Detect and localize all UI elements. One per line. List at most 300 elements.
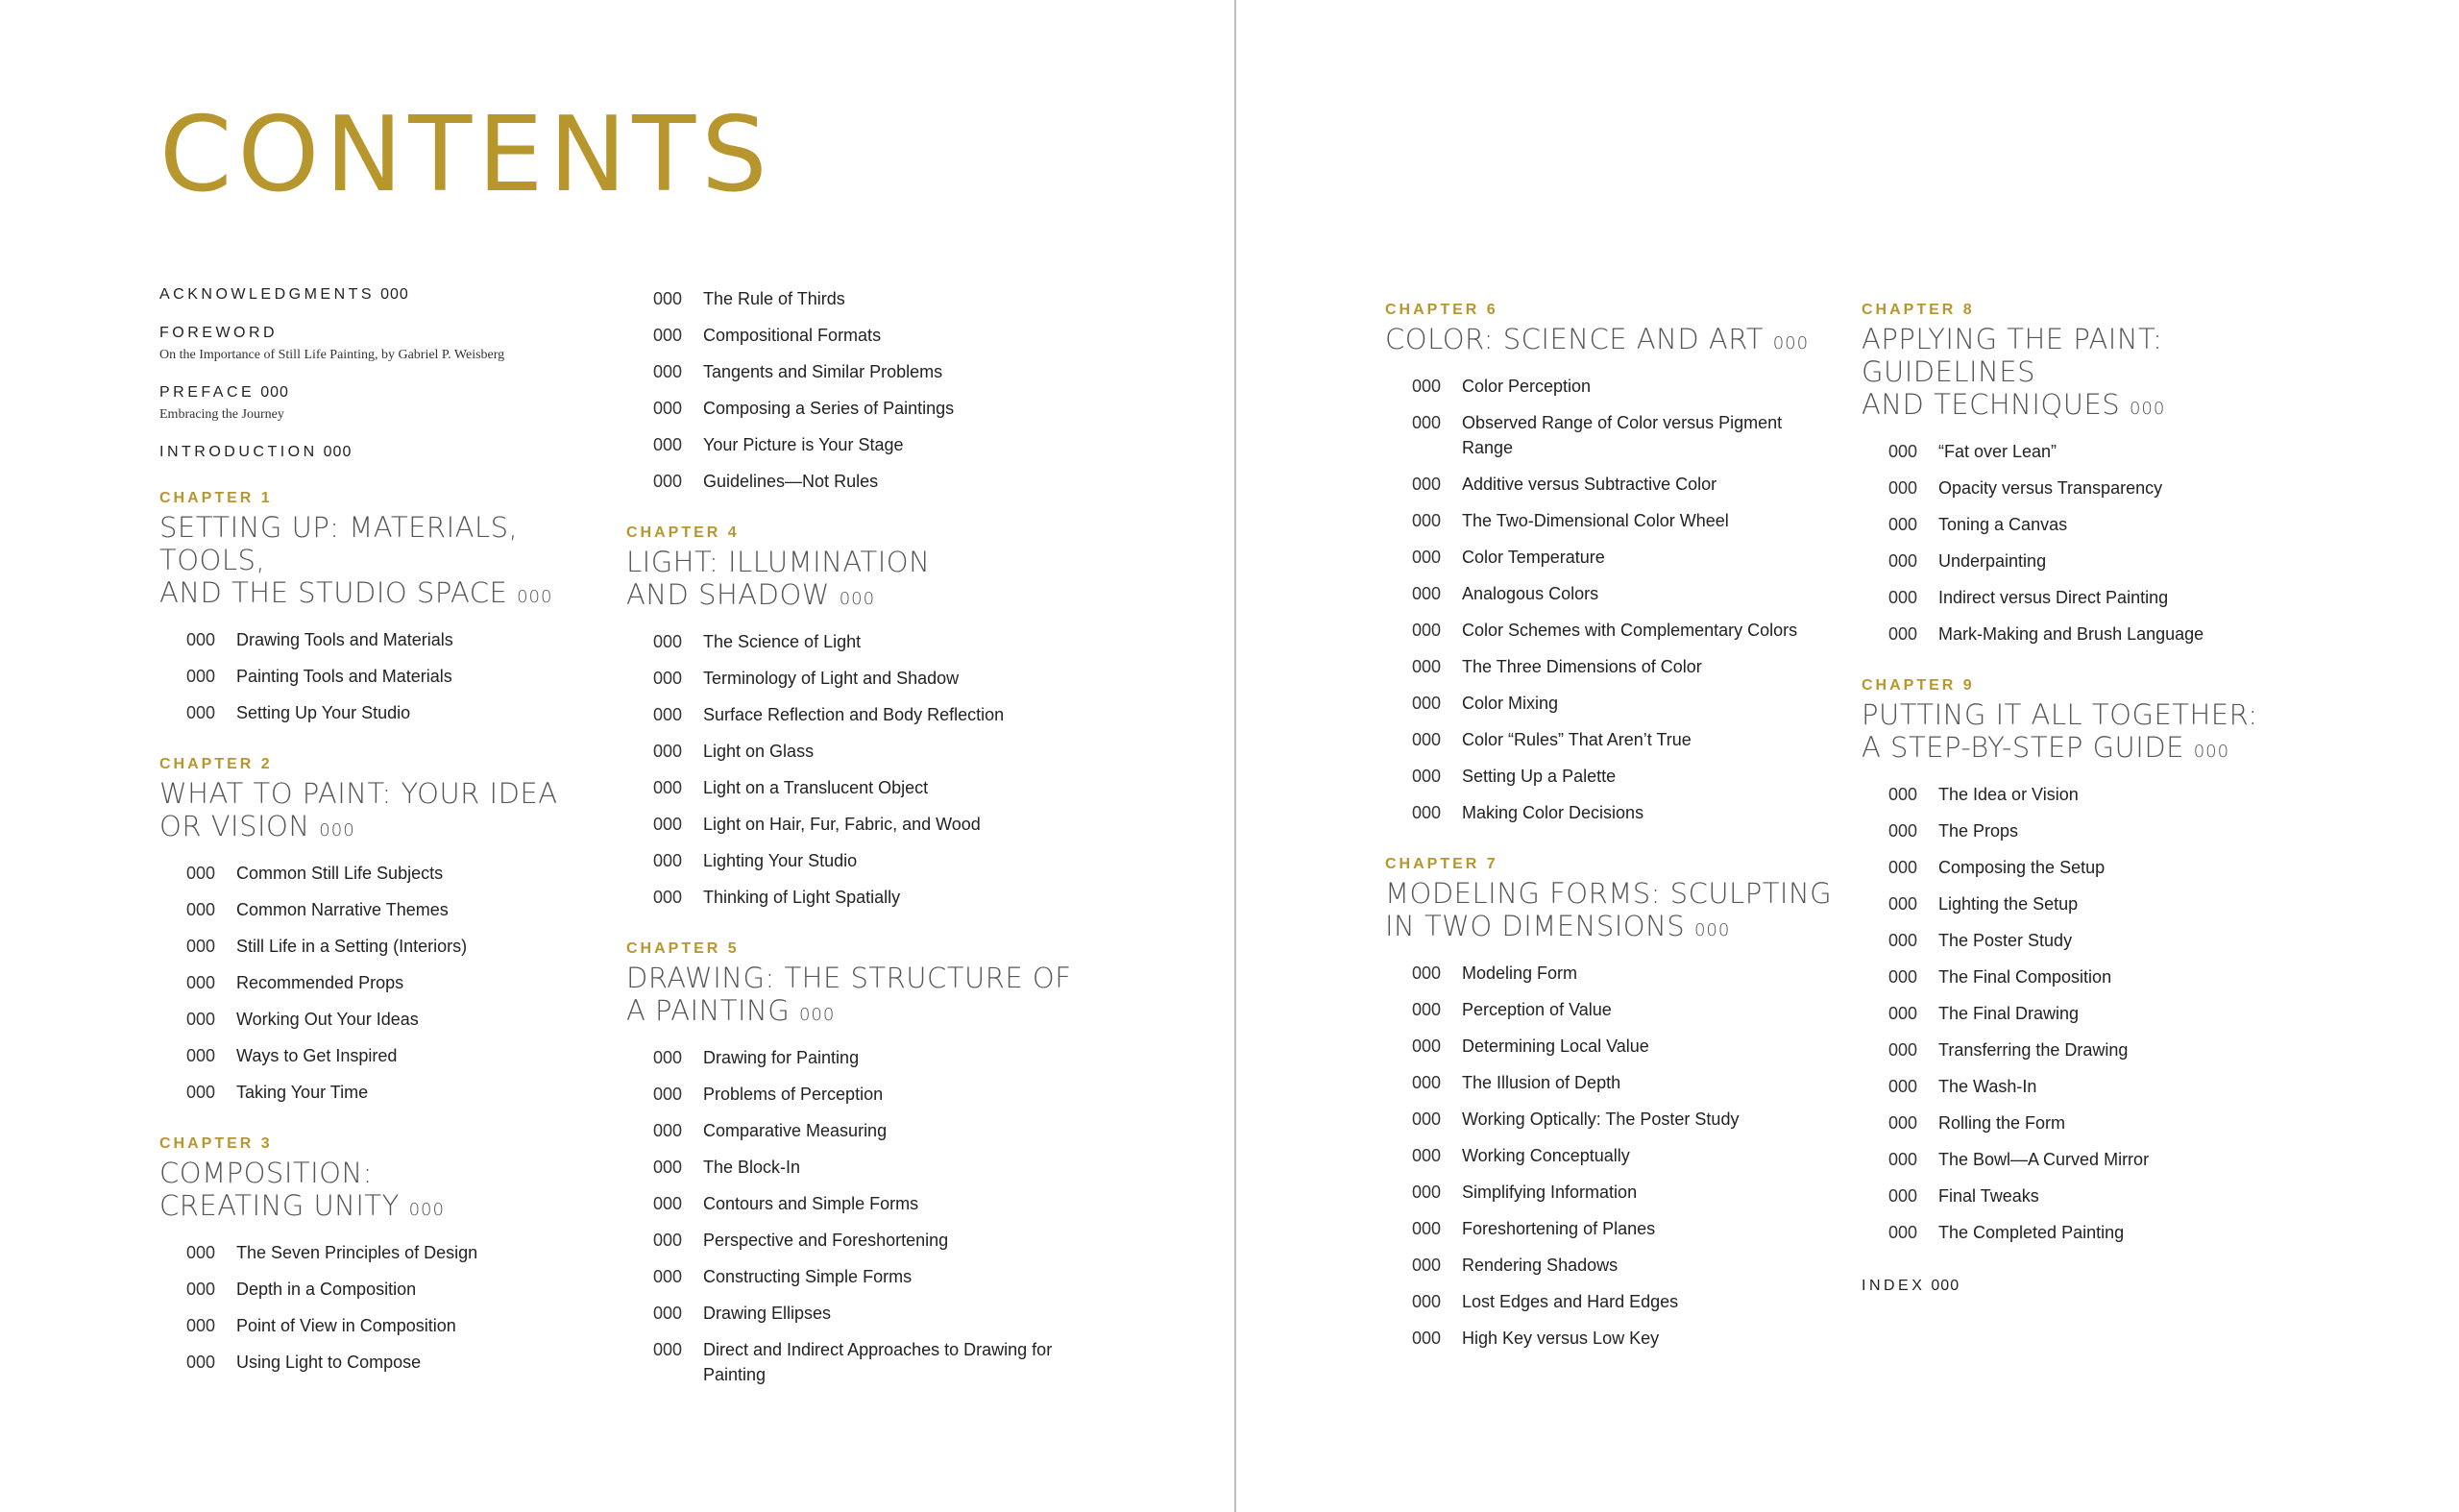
toc-entry[interactable] [626,1258,1078,1295]
page-number: 000 [1412,548,1442,567]
entry-title: Additive versus Subtractive Color [1462,475,1717,494]
toc-entry[interactable] [626,1039,1078,1076]
toc-entry[interactable] [1385,1028,1837,1064]
toc-entry[interactable] [626,1331,1078,1393]
chapter-6 [1385,302,1837,831]
chapter-9 [1862,677,2313,1251]
chapter-label: CHAPTER 2 [159,756,273,772]
toc-entry[interactable] [1862,922,2313,959]
toc-entry[interactable] [626,286,1078,317]
entry-title: The Illusion of Depth [1462,1073,1621,1092]
page-number: 000 [186,900,216,919]
chapter-title-line: A PAINTING [626,994,791,1027]
toc-entry[interactable] [159,928,611,964]
entry-title: Making Color Decisions [1462,803,1644,822]
chapter-title-line: COLOR: SCIENCE AND ART [1385,323,1764,355]
toc-entry[interactable] [626,390,1078,427]
entry-title: Contours and Simple Forms [703,1194,919,1213]
entry-title: The Final Composition [1938,967,2112,987]
toc-entry[interactable] [159,1037,611,1074]
toc-entry[interactable] [1862,886,2313,922]
page-number: 000 [186,1280,216,1299]
entry-title: Color Perception [1462,377,1592,396]
toc-entry[interactable] [1385,721,1837,758]
entry-title: Painting Tools and Materials [236,667,452,686]
entry-title: Light on a Translucent Object [703,778,929,797]
page-number: 000 [1888,1186,1918,1206]
entry-title: Color “Rules” That Aren’t True [1462,730,1692,749]
page-number: 000 [839,589,876,609]
page-number: 000 [1888,1223,1918,1242]
page-number: 000 [1412,1329,1442,1348]
page-number: 000 [653,1158,683,1177]
toc-entry[interactable] [1862,470,2313,506]
page-title: CONTENTS [159,95,773,215]
chapter-title-line: PUTTING IT ALL TOGETHER: [1862,698,2258,731]
chapter-label: CHAPTER 9 [1862,677,1975,694]
toc-entry[interactable] [1385,1247,1837,1283]
front-matter-label [159,286,611,304]
toc-entry[interactable] [1385,685,1837,721]
page-number: 000 [1412,1036,1442,1056]
front-matter-label [159,325,611,342]
toc-entry[interactable] [626,806,1078,842]
toc-entry[interactable] [626,427,1078,463]
page-number: 000 [1412,1000,1442,1019]
entry-title: Common Narrative Themes [236,900,449,919]
page-number: 000 [1888,1077,1918,1096]
entry-title: Setting Up a Palette [1462,767,1617,786]
toc-entry[interactable] [1385,466,1837,502]
page-number: 000 [1412,730,1442,749]
toc-entry[interactable] [159,695,611,731]
chapter-title[interactable] [1862,698,2313,768]
toc-entry[interactable] [626,317,1078,354]
toc-entry[interactable] [1385,758,1837,794]
entry-title: Determining Local Value [1462,1036,1649,1056]
page-number: 000 [1412,413,1442,432]
page-number: 000 [1412,657,1442,676]
index-label: INDEX [1862,1278,1926,1294]
page-number: 000 [2193,742,2230,762]
page-number: 000 [1888,1004,1918,1023]
chapter-title-line: COMPOSITION: [159,1157,373,1189]
page-number: 000 [1888,588,1918,607]
toc-entry[interactable] [626,769,1078,806]
page-number: 000 [653,632,683,651]
toc-entry[interactable] [159,1074,611,1110]
page-number: 000 [323,444,353,460]
toc-entry[interactable] [626,1149,1078,1185]
toc-column-3 [1385,302,1837,1356]
front-matter-acknowledgments[interactable] [159,286,611,304]
page-number: 000 [653,1304,683,1323]
toc-entry[interactable] [1385,539,1837,575]
page-number: 000 [1888,1113,1918,1133]
entry-title: Color Schemes with Complementary Colors [1462,621,1798,640]
toc-entry[interactable] [1385,1137,1837,1174]
page-number: 000 [653,742,683,761]
chapter-7 [1385,856,1837,1356]
entry-title: Compositional Formats [703,326,882,345]
page-number: 000 [186,864,216,883]
page-number: 000 [1888,442,1918,461]
toc-entry[interactable] [1385,955,1837,991]
page-number: 000 [1412,767,1442,786]
entry-title: Working Conceptually [1462,1146,1630,1165]
page-number: 000 [1412,511,1442,530]
page-number: 000 [186,630,216,649]
chapter-5 [626,940,1078,1393]
front-matter-introduction[interactable] [159,444,611,461]
page-number: 000 [653,289,683,308]
entry-title: Setting Up Your Studio [236,703,411,722]
page-number: 000 [1888,967,1918,987]
toc-entry[interactable] [1862,1068,2313,1105]
chapter-title[interactable] [1385,877,1837,947]
page-number: 000 [186,1353,216,1372]
front-matter-label [159,384,611,402]
chapter-title-line: CREATING UNITY [159,1189,400,1222]
page-number: 000 [653,1340,683,1359]
page-number: 000 [653,888,683,907]
entry-title: The Two-Dimensional Color Wheel [1462,511,1729,530]
chapter-title[interactable] [159,777,611,847]
toc-entry[interactable] [626,1222,1078,1258]
page-number: 000 [653,472,683,491]
entry-title: Analogous Colors [1462,584,1599,603]
toc-entry[interactable] [1385,1064,1837,1101]
page-number: 000 [653,1267,683,1286]
front-matter-title: PREFACE [159,384,256,401]
toc-entry[interactable] [626,354,1078,390]
toc-entry[interactable] [1862,506,2313,543]
entry-title: Toning a Canvas [1938,515,2068,534]
page-number: 000 [186,703,216,722]
chapter-title-line: MODELING FORMS: SCULPTING [1385,877,1833,910]
toc-entry[interactable] [626,623,1078,660]
page-number: 000 [1888,821,1918,841]
entry-title: The Three Dimensions of Color [1462,657,1702,676]
page-number: 000 [380,286,409,303]
index-entry[interactable] [1862,1278,2313,1295]
entry-title: The Props [1938,821,2019,841]
entry-title: Perception of Value [1462,1000,1612,1019]
page-number: 000 [186,1316,216,1335]
chapter-title-line: APPLYING THE PAINT: GUIDELINES [1862,323,2163,388]
entry-title: Tangents and Similar Problems [703,362,943,381]
page-number: 000 [1888,515,1918,534]
entry-title: High Key versus Low Key [1462,1329,1660,1348]
page-number: 000 [2129,399,2166,419]
entry-title: Terminology of Light and Shadow [703,669,960,688]
toc-entry[interactable] [1862,543,2313,579]
front-matter-subtitle: On the Importance of Still Life Painting, by Gabriel P. Weisberg [159,348,505,362]
toc-entry[interactable] [1862,1141,2313,1178]
page-number: 000 [653,1048,683,1067]
entry-title: Still Life in a Setting (Interiors) [236,937,468,956]
toc-entry[interactable] [626,463,1078,500]
toc-entry[interactable] [1385,404,1837,466]
toc-entry[interactable] [1862,1105,2313,1141]
toc-entry[interactable] [1862,579,2313,616]
toc-entry[interactable] [1385,1174,1837,1210]
entry-title: Guidelines—Not Rules [703,472,879,491]
page-spine-divider [1234,0,1236,1512]
entry-title: The Rule of Thirds [703,289,845,308]
page-number: 000 [653,326,683,345]
entry-title: Light on Hair, Fur, Fabric, and Wood [703,815,981,834]
page-number: 000 [186,1083,216,1102]
entry-title: Thinking of Light Spatially [703,888,901,907]
entry-title: Final Tweaks [1938,1186,2039,1206]
page-number: 000 [653,705,683,724]
toc-entry[interactable] [159,1307,611,1344]
entry-title: Light on Glass [703,742,815,761]
chapter-1 [159,490,611,731]
entry-title: The Block-In [703,1158,801,1177]
entry-title: Recommended Props [236,973,404,992]
page-number: 000 [186,1046,216,1065]
entry-title: The Completed Painting [1938,1223,2125,1242]
entry-title: Composing a Series of Paintings [703,399,955,418]
page-number: 000 [653,815,683,834]
page-number: 000 [1772,333,1810,354]
toc-entry[interactable] [1862,433,2313,470]
toc-entry[interactable] [1862,813,2313,849]
chapter-title-line: AND SHADOW [626,578,830,611]
entry-title: Lighting the Setup [1938,894,2079,914]
entry-title: Color Temperature [1462,548,1605,567]
toc-entry[interactable] [1862,616,2313,652]
entry-title: Working Optically: The Poster Study [1462,1110,1740,1129]
page-number: 000 [1888,858,1918,877]
chapter-title[interactable] [159,511,611,614]
chapter-title-line: A STEP-BY-STEP GUIDE [1862,731,2184,764]
toc-entry[interactable] [1862,1178,2313,1214]
page-number: 000 [1412,1256,1442,1275]
entry-title: Lighting Your Studio [703,851,858,870]
page-number: 000 [1888,1150,1918,1169]
toc-entry[interactable] [1385,794,1837,831]
page-number: 000 [260,384,289,401]
toc-entry[interactable] [159,855,611,891]
entry-title: Ways to Get Inspired [236,1046,398,1065]
toc-entry[interactable] [1862,959,2313,995]
entry-title: Comparative Measuring [703,1121,888,1140]
chapter-title[interactable] [626,546,1078,616]
toc-entry[interactable] [1385,648,1837,685]
toc-entry[interactable] [1385,991,1837,1028]
chapter-title-line: OR VISION [159,810,310,842]
toc-entry[interactable] [159,1344,611,1380]
entry-title: Using Light to Compose [236,1353,422,1372]
chapter-title[interactable] [626,962,1078,1032]
toc-entry[interactable] [626,1112,1078,1149]
toc-entry[interactable] [1385,1320,1837,1356]
toc-entry[interactable] [626,842,1078,879]
page-number: 000 [1412,1292,1442,1311]
page-number: 000 [653,362,683,381]
chapter-4 [626,524,1078,915]
toc-entry[interactable] [159,622,611,658]
toc-entry[interactable] [159,658,611,695]
chapter-title-line: IN TWO DIMENSIONS [1385,910,1686,942]
chapter-title[interactable] [1862,323,2313,426]
page-number: 000 [186,1010,216,1029]
entry-title: Constructing Simple Forms [703,1267,913,1286]
page-number: 000 [186,1243,216,1262]
page-number: 000 [1412,377,1442,396]
toc-entry[interactable] [1862,995,2313,1032]
toc-entry[interactable] [1862,849,2313,886]
entry-title: Working Out Your Ideas [236,1010,419,1029]
page-number: 000 [1888,551,1918,571]
chapter-label: CHAPTER 8 [1862,302,1975,318]
toc-entry[interactable] [626,733,1078,769]
entry-title: Modeling Form [1462,963,1578,983]
page-number: 000 [1412,1146,1442,1165]
toc-column-1 [159,286,611,1380]
toc-entry[interactable] [626,1185,1078,1222]
page-number: 000 [1412,1073,1442,1092]
page-number: 000 [653,669,683,688]
entry-title: Rendering Shadows [1462,1256,1619,1275]
entry-title: The Idea or Vision [1938,785,2079,804]
front-matter-preface[interactable] [159,384,611,423]
toc-entry[interactable] [626,879,1078,915]
front-matter-foreword[interactable] [159,325,611,363]
toc-column-4 [1862,302,2313,1295]
entry-title: Problems of Perception [703,1085,884,1104]
toc-entry[interactable] [159,1001,611,1037]
page-number: 000 [653,851,683,870]
chapter-title[interactable] [1385,323,1837,360]
entry-title: Common Still Life Subjects [236,864,444,883]
front-matter-title: INTRODUCTION [159,444,318,460]
toc-entry[interactable] [159,964,611,1001]
toc-entry[interactable] [1385,1210,1837,1247]
page-number: 000 [1888,894,1918,914]
chapter-label: CHAPTER 7 [1385,856,1498,872]
page-number: 000 [1888,624,1918,644]
entry-title: Transferring the Drawing [1938,1040,2129,1060]
entry-title: The Science of Light [703,632,862,651]
page-number: 000 [1412,963,1442,983]
page-number: 000 [1412,621,1442,640]
entry-title: Drawing Tools and Materials [236,630,453,649]
toc-entry[interactable] [159,1271,611,1307]
entry-title: Direct and Indirect Approaches to Drawing for Painting [703,1340,1053,1384]
chapter-label: CHAPTER 3 [159,1135,273,1152]
entry-title: Point of View in Composition [236,1316,456,1335]
page-number: 000 [186,667,216,686]
page-number: 000 [1888,785,1918,804]
entry-title: Taking Your Time [236,1083,369,1102]
chapter-label: CHAPTER 4 [626,524,740,541]
entry-title: Lost Edges and Hard Edges [1462,1292,1679,1311]
entry-title: Drawing Ellipses [703,1304,832,1323]
page-number: 000 [653,1231,683,1250]
entry-title: Composing the Setup [1938,858,2106,877]
entry-title: Color Mixing [1462,694,1559,713]
toc-entry[interactable] [1385,1101,1837,1137]
toc-entry[interactable] [1385,612,1837,648]
page-number: 000 [653,435,683,454]
chapter-label: CHAPTER 6 [1385,302,1498,318]
entry-title: Rolling the Form [1938,1113,2066,1133]
page-number: 000 [1412,1219,1442,1238]
entry-title: Simplifying Information [1462,1183,1638,1202]
page-number: 000 [798,1005,836,1025]
page-number: 000 [517,587,553,607]
page-number: 000 [1412,1183,1442,1202]
front-matter-title: ACKNOWLEDGMENTS [159,286,376,303]
toc-entry[interactable] [626,1295,1078,1331]
page-number: 000 [1888,478,1918,498]
page-number: 000 [1412,584,1442,603]
page-number: 000 [319,820,355,841]
chapter-label: CHAPTER 1 [159,490,273,506]
page-number: 000 [653,1121,683,1140]
chapter-8 [1862,302,2313,652]
chapter-title[interactable] [159,1157,611,1227]
chapter-2 [159,756,611,1110]
front-matter-title: FOREWORD [159,325,279,341]
entry-title: Foreshortening of Planes [1462,1219,1656,1238]
chapter-title-line: DRAWING: THE STRUCTURE OF [626,962,1072,994]
page-number: 000 [186,937,216,956]
page-number: 000 [408,1200,445,1220]
toc-entry[interactable] [159,1234,611,1271]
entry-title: “Fat over Lean” [1938,442,2057,461]
chapter-label: CHAPTER 5 [626,940,740,957]
entry-title: The Bowl—A Curved Mirror [1938,1150,2150,1169]
toc-entry[interactable] [1862,1214,2313,1251]
page-number: 000 [653,778,683,797]
toc-entry[interactable] [1862,776,2313,813]
entry-title: Indirect versus Direct Painting [1938,588,2169,607]
entry-title: The Poster Study [1938,931,2073,950]
entry-title: The Seven Principles of Design [236,1243,478,1262]
front-matter-subtitle: Embracing the Journey [159,407,284,422]
toc-entry[interactable] [1862,1032,2313,1068]
toc-entry[interactable] [1385,575,1837,612]
entry-title: Your Picture is Your Stage [703,435,904,454]
entry-title: Perspective and Foreshortening [703,1231,949,1250]
toc-entry[interactable] [1385,368,1837,404]
toc-entry[interactable] [626,1076,1078,1112]
page-number: 000 [1931,1278,1960,1294]
toc-entry[interactable] [1385,1283,1837,1320]
toc-entry[interactable] [626,660,1078,696]
page-number: 000 [1693,920,1731,940]
toc-entry[interactable] [1385,502,1837,539]
toc-entry[interactable] [159,891,611,928]
toc-entry[interactable] [626,696,1078,733]
entry-title: Observed Range of Color versus Pigment Range [1462,413,1783,457]
entry-title: Underpainting [1938,551,2047,571]
entry-title: Opacity versus Transparency [1938,478,2163,498]
chapter-title-line: WHAT TO PAINT: YOUR IDEA [159,777,558,810]
chapter-3 [159,1135,611,1380]
entry-title: The Final Drawing [1938,1004,2080,1023]
chapter-title-line: SETTING UP: MATERIALS, TOOLS, [159,511,519,576]
page-number: 000 [1412,475,1442,494]
page-number: 000 [653,1194,683,1213]
toc-column-2 [626,286,1078,1393]
entry-title: Depth in a Composition [236,1280,417,1299]
